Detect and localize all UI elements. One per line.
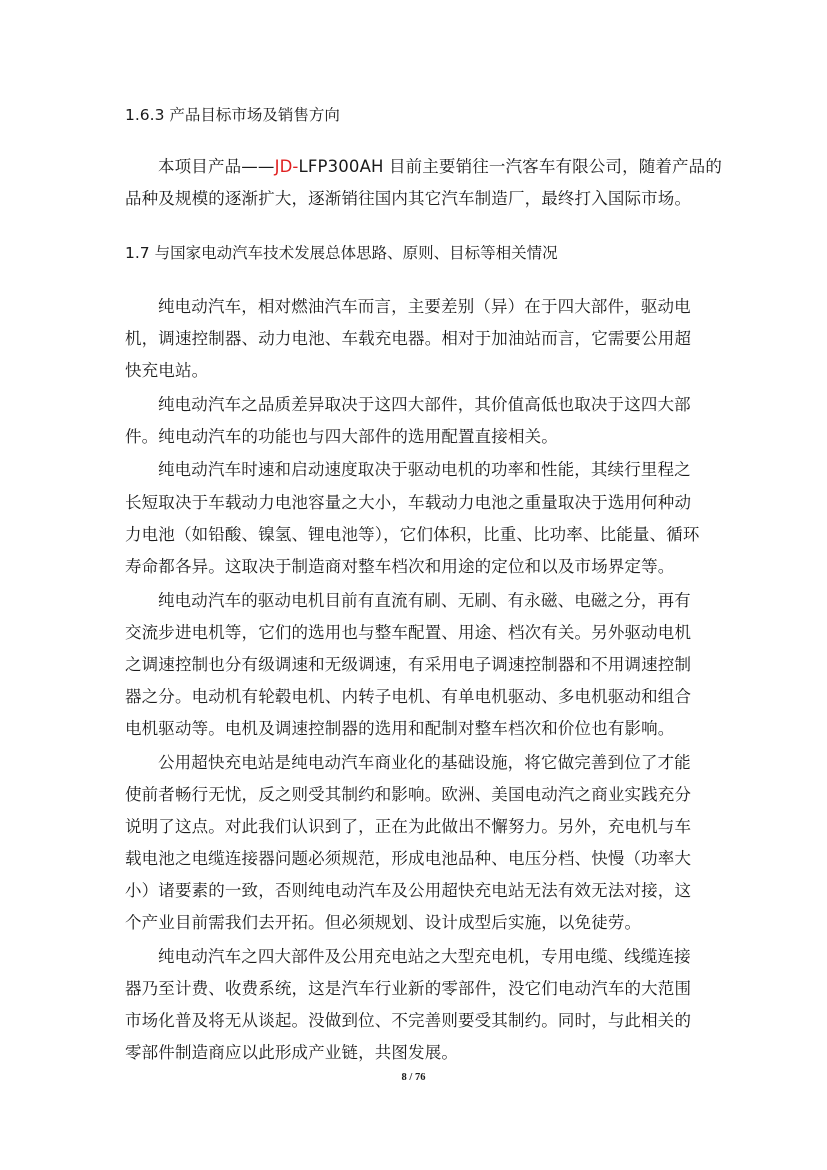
paragraph-line: 零部件制造商应以此形成产业链，共图发展。 <box>125 1043 458 1062</box>
paragraph-line: 器之分。电动机有轮毂电机、内转子电机、有单电机驱动、多电机驱动和组合 <box>125 687 692 706</box>
page-number: 8 / 76 <box>401 1072 426 1083</box>
paragraph-line: 纯电动汽车之品质差异取决于这四大部件，其价值高低也取决于这四大部 <box>158 395 691 414</box>
paragraph-line: 纯电动汽车时速和启动速度取决于驱动电机的功率和性能，其续行里程之 <box>158 460 691 479</box>
paragraph-line: 品种及规模的逐渐扩大，逐渐销往国内其它汽车制造厂，最终打入国际市场。 <box>125 189 692 208</box>
paragraph-line: 力电池（如铅酸、镍氢、锂电池等），它们体积，比重、比功率、比能量、循环 <box>125 525 700 544</box>
paragraph-line: 快充电站。 <box>125 361 209 380</box>
paragraph-line: 纯电动汽车的驱动电机目前有直流有刷、无刷、有永磁、电磁之分，再有 <box>158 591 691 610</box>
text-run: LFP300AH 目前主要销往一汽客车有限公司，随着产品的 <box>298 157 722 176</box>
paragraph-line <box>158 156 722 178</box>
paragraph-line: 公用超快充电站是纯电动汽车商业化的基础设施，将它做完善到位了才能 <box>158 753 691 772</box>
paragraph-line: 使前者畅行无忧，反之则受其制约和影响。欧洲、美国电动汽之商业实践充分 <box>125 785 692 804</box>
section-heading-1-7: 1.7 与国家电动汽车技术发展总体思路、原则、目标等相关情况 <box>125 244 558 262</box>
paragraph-line: 市场化普及将无从谈起。没做到位、不完善则要受其制约。同时，与此相关的 <box>125 1011 692 1030</box>
paragraph-line: 长短取决于车载动力电池容量之大小，车载动力电池之重量取决于选用何种动 <box>125 493 692 512</box>
highlighted-text: JD- <box>274 157 299 176</box>
paragraph-line: 纯电动汽车，相对燃油汽车而言，主要差别（异）在于四大部件，驱动电 <box>158 297 691 316</box>
section-heading-1-6-3: 1.6.3 产品目标市场及销售方向 <box>125 106 340 124</box>
paragraph-line: 个产业目前需我们去开拓。但必须规划、设计成型后实施，以免徒劳。 <box>125 913 642 932</box>
paragraph-line: 之调速控制也分有级调速和无级调速，有采用电子调速控制器和不用调速控制 <box>125 655 692 674</box>
paragraph-line: 说明了这点。对此我们认识到了，正在为此做出不懈努力。另外，充电机与车 <box>125 817 692 836</box>
paragraph-line: 载电池之电缆连接器问题必须规范，形成电池品种、电压分档、快慢（功率大 <box>125 849 692 868</box>
paragraph-line: 小）诸要素的一致，否则纯电动汽车及公用超快充电站无法有效无法对接，这 <box>125 881 692 900</box>
paragraph-line: 器乃至计费、收费系统，这是汽车行业新的零部件，没它们电动汽车的大范围 <box>125 979 692 998</box>
paragraph-line: 交流步进电机等，它们的选用也与整车配置、用途、档次有关。另外驱动电机 <box>125 623 692 642</box>
paragraph-line: 电机驱动等。电机及调速控制器的选用和配制对整车档次和价位也有影响。 <box>125 719 675 738</box>
paragraph-line: 寿命都各异。这取决于制造商对整车档次和用途的定位和以及市场界定等。 <box>125 557 675 576</box>
paragraph-line: 件。纯电动汽车的功能也与四大部件的选用配置直接相关。 <box>125 427 558 446</box>
text-run: 本项目产品—— <box>158 157 275 176</box>
paragraph-line: 纯电动汽车之四大部件及公用充电站之大型充电机，专用电缆、线缆连接 <box>158 947 691 966</box>
paragraph-line: 机，调速控制器、动力电池、车载充电器。相对于加油站而言，它需要公用超 <box>125 329 692 348</box>
